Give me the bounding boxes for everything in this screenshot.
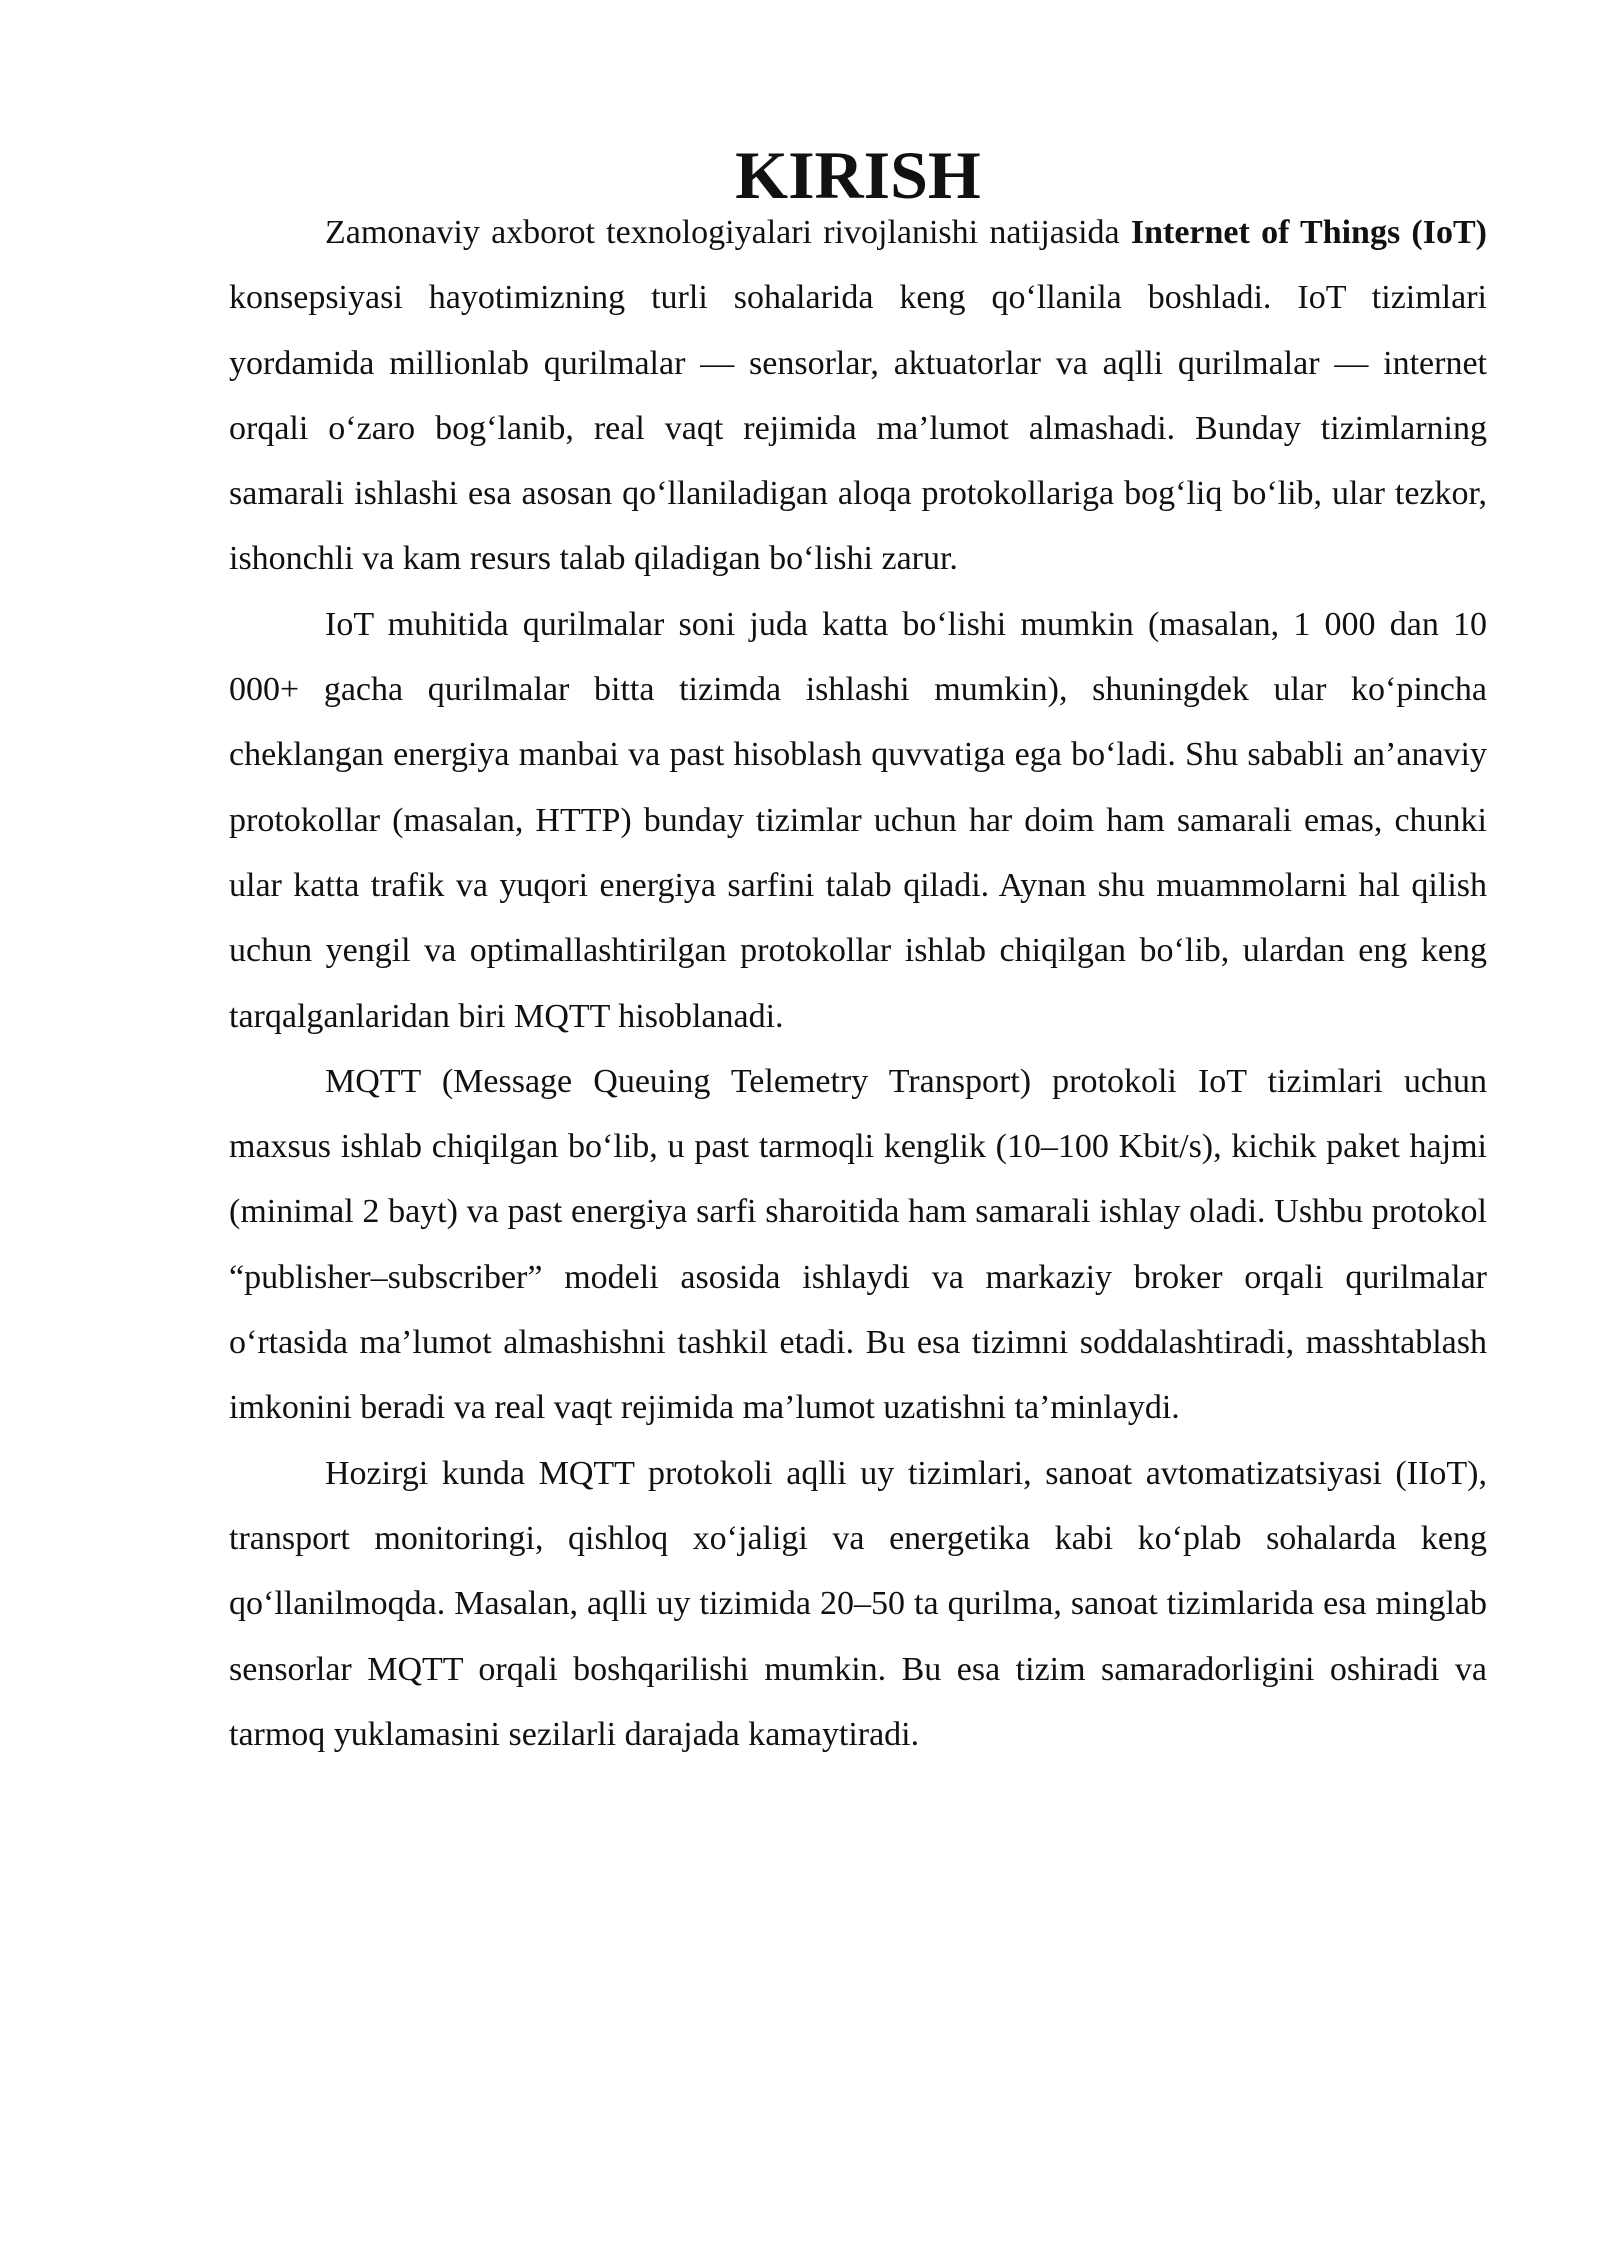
paragraph-4: Hozirgi kunda MQTT protokoli aqlli uy tizimlari, sanoat avtomatizatsiyasi (IIoT), transport monitoringi, qishloq xo‘jaligi va energetika kabi ko‘plab sohalarda keng qo‘llanilmoqda. Masalan, aqlli uy tizimida 20–50 ta qurilma, sanoat tizimlarida esa minglab sensorlar MQTT orqali boshqarilishi mumkin. Bu esa tizim samaradorligini oshiradi va tarmoq yuklamasini sezilarli darajada kamaytiradi. [229,1454,1487,1753]
paragraph-1-text-start: Zamonaviy axborot texnologiyalari rivojlanishi natijasida [325,214,1131,251]
paragraph-2: IoT muhitida qurilmalar soni juda katta bo‘lishi mumkin (masalan, 1 000 dan 10 000+ gacha qurilmalar bitta tizimda ishlashi mumkin), shuningdek ular ko‘pincha cheklangan energiya manbai va past hisoblash quvvatiga ega bo‘ladi. Shu sababli an’anaviy protokollar (masalan, HTTP) bunday tizimlar uchun har doim ham samarali emas, chunki ular katta trafik va yuqori energiya sarfini talab qiladi. Aynan shu muammolarni hal qilish uchun yengil va optimallashtirilgan protokollar ishlab chiqilgan bo‘lib, ulardan eng keng tarqalganlaridan biri MQTT hisoblanadi. [229,605,1487,1035]
paragraph-1-text-end: konsepsiyasi hayotimizning turli sohalarida keng qo‘llanila boshladi. IoT tizimlari yordamida millionlab qurilmalar — sensorlar, aktuatorlar va aqlli qurilmalar — internet orqali o‘zaro bog‘lanib, real vaqt rejimida ma’lumot almashadi. Bunday tizimlarning samarali ishlashi esa asosan qo‘llaniladigan aloqa protokollariga bog‘liq bo‘lib, ular tezkor, ishonchli va kam resurs talab qiladigan bo‘lishi zarur. [229,279,1487,578]
document-body [229,137,1487,1767]
section-heading: KIRISH [735,137,981,213]
paragraph-3: MQTT (Message Queuing Telemetry Transport) protokoli IoT tizimlari uchun maxsus ishlab chiqilgan bo‘lib, u past tarmoqli kenglik (10–100 Kbit/s), kichik paket hajmi (minimal 2 bayt) va past energiya sarfi sharoitida ham samarali ishlay oladi. Ushbu protokol “publisher–subscriber” modeli asosida ishlaydi va markaziy broker orqali qurilmalar o‘rtasida ma’lumot almashishni tashkil etadi. Bu esa tizimni soddalashtiradi, masshtablash imkonini beradi va real vaqt rejimida ma’lumot uzatishni ta’minlaydi. [229,1062,1487,1427]
paragraph-1 [229,200,1487,592]
paragraph-1-bold-term: Internet of Things (IoT) [1130,214,1487,251]
